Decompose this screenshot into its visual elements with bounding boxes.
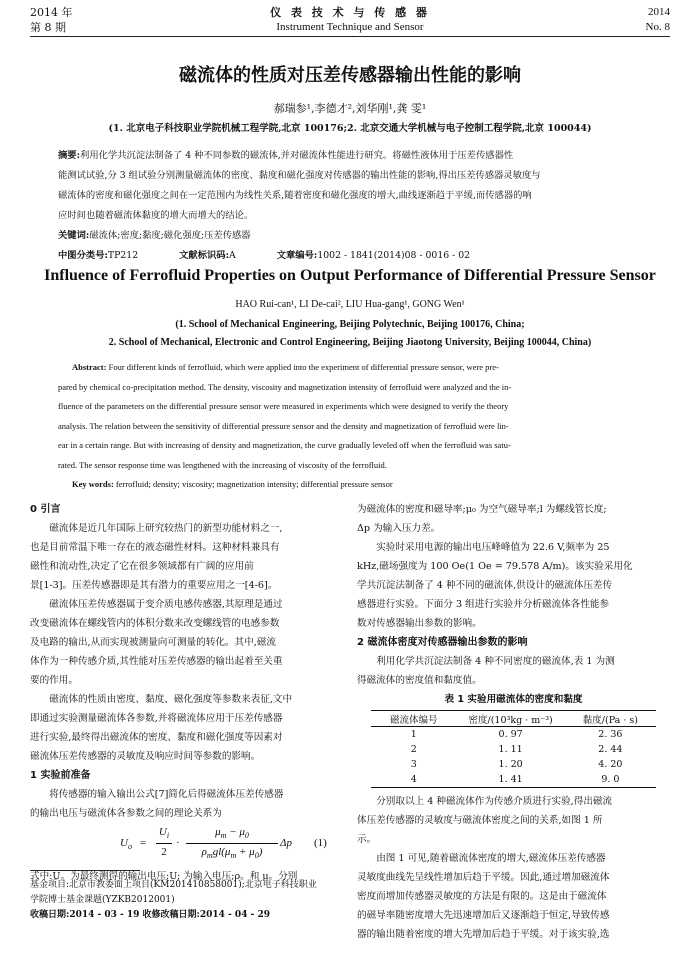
header-issue-en: No. 8 [645, 21, 670, 33]
header-journal-en: Instrument Technique and Sensor [276, 21, 424, 33]
abstract-en-line-3: fluence of the parameters on the differential pressure sensor were measured in experiments which were designed to verify the theory [58, 401, 509, 411]
table-row: 3 1. 20 4. 20 [410, 759, 623, 770]
keywords-cn: 关键词:磁流体;密度;黏度;磁化强度;压差传感器 [58, 230, 251, 241]
abstract-en-line-6: rated. The sensor response time was lengthened with the increasing of viscosity of the ferrofluid. [58, 459, 387, 470]
fraction-bar [186, 843, 278, 844]
table-header-row: 磁流体编号 密度/(10³kg · m⁻³) 黏度/(Pa · s) [371, 711, 656, 727]
abstract-cn-label: 摘要: [58, 150, 81, 161]
table-row: 4 1. 41 9. 0 [371, 772, 656, 788]
keywords-en: Key words: ferrofluid; density; viscosity; magnetization intensity; differential pressure sensor [72, 479, 393, 489]
abstract-cn-line-4: 应时间也随着磁流体黏度的增大而增大的结论。 [58, 210, 254, 221]
density-paragraph: 利用化学共沉淀法制备 4 种不同密度的磁流体,表 1 为测 得磁流体的密度值和黏度值。 [357, 656, 615, 686]
intro-paragraph-3: 磁流体的性质由密度、黏度、磁化强度等参数来表征,文中 即通过实验测量磁流体各参数,并将磁流体应用于压差传感器 进行实验,最终得出磁流体的密度、黏度和磁化强度等因素对 磁流体压差传感器的灵敏度及响应时间等参数的影响。 [30, 694, 293, 762]
intro-paragraph-1: 磁流体是近几年国际上研究较热门的新型功能材料之一, 也是目前常温下唯一存在的液态磁性材料。这种材料兼具有 磁性和流动性,决定了它在很多领域都有广阔的应用前 景[1-3]。压差传感器即是其有潜力的重要应用之一[4-6]。 [30, 523, 283, 591]
footnote [30, 878, 335, 923]
footnote-dates: 收稿日期:2014 - 03 - 19 收修改稿日期:2014 - 04 - 29 [30, 910, 270, 920]
affiliation-en-2: 2. School of Mechanical, Electronic and Control Engineering, Beijing Jiaotong University, Beijing 100044, China) [108, 337, 592, 348]
abstract-cn-line-1: 摘要:利用化学共沉淀法制备了 4 种不同参数的磁流体,并对磁流体性能进行研究。将磁性液体用于压差传感器性 [58, 150, 514, 161]
section-0-heading: 0 引言 [30, 504, 61, 515]
section-1-heading: 1 实验前准备 [30, 770, 91, 781]
abstract-en-line-1: Abstract: Four different kinds of ferrofluid, which were applied into the experiment of differential pressure sensor, were pre- [72, 362, 499, 372]
title-cn: 磁流体的性质对压差传感器输出性能的影响 [179, 65, 521, 86]
article-number: 1002 - 1841(2014)08 - 0016 - 02 [317, 250, 471, 261]
abstract-cn-line-2: 能测试试验,分 3 组试验分别测量磁流体的密度、黏度和磁化强度对传感器的输出性能的影响,得出压差传感器灵敏度与 [58, 170, 541, 181]
abstract-en-line-5: ear in a certain range. But with increasing of density and magnetization, the curve gradually leveled off when the ferrofluid was satu- [58, 440, 511, 450]
authors-cn: 郝瑞参¹,李德才²,刘华刚¹,龚 雯¹ [273, 102, 427, 115]
fraction-bar [156, 843, 172, 844]
sensitivity-paragraph: 分别取以上 4 种磁流体作为传感介质进行实验,得出磁流 体压差传感器的灵敏度与磁流体密度之间的关系,如图 1 所 示。 [357, 796, 613, 845]
header-rule [30, 36, 670, 37]
method-paragraph-1: 将传感器的输入输出公式[7]简化后得磁流体压差传感器 的输出电压与磁流体各参数之间的理论关系为 [30, 789, 284, 819]
affiliation-cn: (1. 北京电子科技职业学院机械工程学院,北京 100176;2. 北京交通大学机械与电子控制工程学院,北京 100044) [108, 123, 592, 134]
table-row: 1 0. 97 2. 36 [410, 729, 623, 740]
document-code: A [229, 250, 236, 261]
authors-en: HAO Rui-can¹, LI De-cai², LIU Hua-gang¹, GONG Wen¹ [235, 299, 465, 310]
header-year: 2014 年 [30, 6, 73, 19]
equation-number: (1) [314, 837, 327, 849]
equation-definitions: 式中:U。为最终测得的输出电压;U; 为输入电压;ρ。和 μ。分别 [30, 871, 298, 882]
header-year-en: 2014 [648, 6, 670, 18]
table-1-caption: 表 1 实验用磁流体的密度和黏度 [444, 694, 583, 705]
abstract-en-line-2: pared by chemical co-precipitation method. The density, viscosity and magnetization intensity of ferrofluid were analyzed and the in- [58, 381, 512, 392]
right-column [357, 500, 670, 944]
abstract-en-line-4: analysis. The relation between the sensitivity of differential pressure sensor and the density and magnetization of ferrofluid were lin- [58, 420, 509, 431]
header-journal-cn: 仪 表 技 术 与 传 感 器 [270, 6, 430, 19]
section-2-heading: 2 磁流体密度对传感器输出参数的影响 [357, 637, 528, 648]
setup-paragraph: 实验时采用电源的输出电压峰峰值为 22.6 V,频率为 25 kHz,磁场强度为 100 Oe(1 Oe = 79.578 A/m)。该实验采用化 学共沉淀法制备了 4 种不同的磁流体,供设计的磁流体压差传 感器进行实验。下面分 3 组进行实验并分析磁流体各性能参 数对传感器输出参数的影响。 [357, 542, 633, 629]
eq-definitions-cont: 为磁流体的密度和磁导率;μ₀ 为空气磁导率;l 为螺线管长度; Δp 为输入压力差。 [357, 504, 607, 534]
footnote-funding-cont: 学院博士基金课题(YZKB2012001) [30, 895, 175, 905]
affiliation-en-1: (1. School of Mechanical Engineering, Beijing Polytechnic, Beijing 100176, China; [175, 319, 525, 330]
footnote-funding: 基金项目:北京市教委面上项目(KM201410858001);北京电子科技职业 [30, 880, 317, 890]
intro-paragraph-2: 磁流体压差传感器属于变介质电感传感器,其原理是通过 改变磁流体在螺线管内的体积分数来改变螺线管的电感参数 及电路的输出,从而实现被测量向可测量的转化。其中,磁流 体作为一种传感介质,其性能对压差传感器的输出起着至关重 要的作用。 [30, 599, 283, 686]
table-1 [371, 710, 656, 788]
footnote-rule [30, 870, 140, 871]
equation-1: $U_o$ = $U_i$ 2 · $\mu_m - \mu_0$ $\rho_mgl(\mu_m + \mu_0)$ Δp (1) [120, 826, 327, 861]
clc-number: TP212 [107, 250, 139, 261]
table-row: 2 1. 11 2. 44 [410, 744, 623, 755]
abstract-cn-line-3: 磁流体的密度和磁化强度之间在一定范围内为线性关系,随着密度和磁化强度的增大,曲线逐渐趋于平缓,而传感器的响 [58, 190, 532, 201]
abstract-en [58, 358, 642, 495]
classification-info: 中图分类号:TP212 文献标识码:A 文章编号:1002 - 1841(2014)08 - 0016 - 02 [58, 250, 471, 261]
header-issue: 第 8 期 [30, 21, 66, 34]
title-en: Influence of Ferrofluid Properties on Output Performance of Differential Pressure Sensor [44, 267, 656, 284]
abstract-en-label: Abstract: [72, 362, 107, 372]
left-column [30, 500, 335, 886]
results-paragraph: 由图 1 可见,随着磁流体密度的增大,磁流体压差传感器 灵敏度曲线先呈线性增加后趋于平缓。因此,通过增加磁流体 密度而增加传感器灵敏度的方法是有限的。这是由于磁流体 的磁导率随密度增大先迅速增加后又逐渐趋于恒定,导致传感 器的输出随着密度的增大先增加后趋于平缓。对于该实验,选 [357, 853, 610, 940]
abstract-cn [58, 146, 642, 266]
